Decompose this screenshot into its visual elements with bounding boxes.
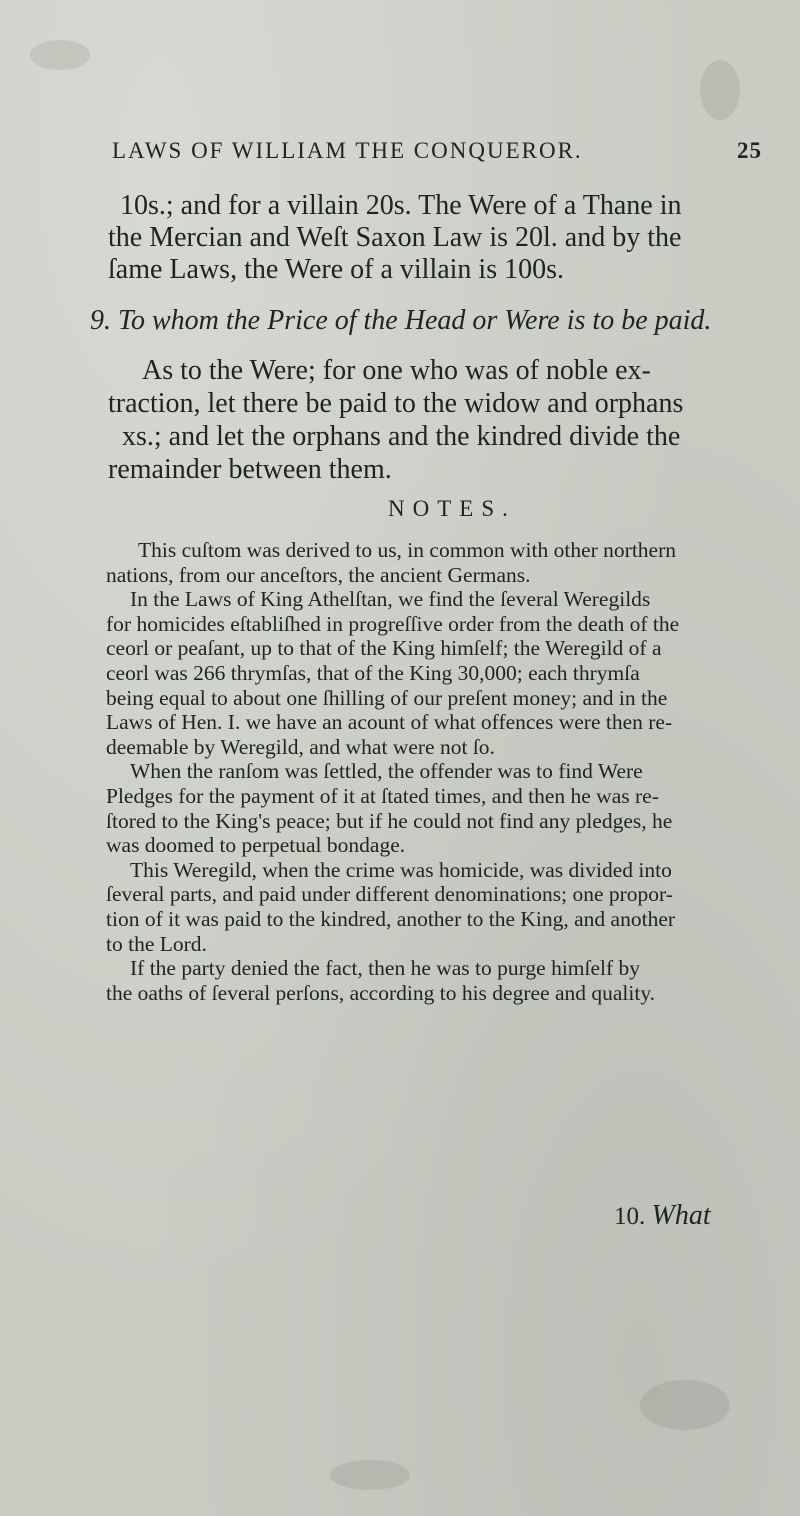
note-line: to the Lord. — [106, 931, 207, 956]
section-paragraph — [0, 354, 800, 486]
note-line: This cuſtom was derived to us, in common with other northern — [138, 538, 677, 562]
paper-stain — [700, 60, 740, 120]
opening-paragraph — [0, 190, 800, 286]
catchword-number: 10. — [614, 1203, 646, 1230]
note-line: deemable by Weregild, and what were not ſo. — [106, 734, 495, 759]
note-line: for homicides eſtabliſhed in progreſſive order from the death of the — [106, 611, 680, 636]
page-number: 25 — [737, 138, 762, 163]
text-line: ſame Laws, the Were of a villain is 100s. — [108, 254, 564, 285]
note-line: ceorl or peaſant, up to that of the King himſelf; the Weregild of a — [106, 636, 662, 661]
paper-stain — [30, 40, 90, 70]
note-line: In the Laws of King Athelſtan, we find the ſeveral Weregilds — [130, 587, 651, 612]
catchword-word: What — [651, 1200, 711, 1231]
section-heading: 9. To whom the Price of the Head or Were is to be paid. — [90, 305, 712, 336]
note-line: ſeveral parts, and paid under different denominations; one propor- — [106, 882, 673, 907]
note-line: nations, from our anceſtors, the ancient Germans. — [106, 562, 531, 587]
note-line: If the party denied the fact, then he was to purge himſelf by — [130, 956, 641, 981]
text-line: As to the Were; for one who was of noble ex- — [142, 355, 651, 386]
text-line: 10s.; and for a villain 20s. The Were of a Thane in — [120, 190, 682, 221]
catchword — [614, 1200, 711, 1232]
note-line: was doomed to perpetual bondage. — [106, 833, 406, 858]
note-line: tion of it was paid to the kindred, another to the King, and another — [106, 906, 676, 931]
note-line: being equal to about one ſhilling of our preſent money; and in the — [106, 685, 668, 710]
running-head-title: LAWS OF WILLIAM THE CONQUEROR. — [112, 138, 583, 163]
text-line: remainder between them. — [108, 454, 392, 485]
running-head — [112, 138, 762, 164]
notes-heading: NOTES. — [388, 496, 516, 521]
note-line: ceorl was 266 thrymſas, that of the King 30,000; each thrymſa — [106, 660, 640, 685]
note-line: When the ranſom was ſettled, the offender was to find Were — [130, 759, 643, 784]
paper-stain — [330, 1460, 410, 1490]
text-line: traction, let there be paid to the widow and orphans — [108, 388, 684, 419]
text-line: the Mercian and Weſt Saxon Law is 20l. and by the — [108, 222, 682, 253]
paper-stain — [640, 1380, 730, 1430]
note-line: ſtored to the King's peace; but if he could not find any pledges, he — [106, 808, 673, 833]
note-line: the oaths of ſeveral perſons, according to his degree and quality. — [106, 980, 656, 1005]
note-line: Laws of Hen. I. we have an acount of what offences were then re- — [106, 710, 673, 735]
note-line: Pledges for the payment of it at ſtated times, and then he was re- — [106, 783, 659, 808]
note-line: This Weregild, when the crime was homicide, was divided into — [130, 857, 672, 882]
text-line: xs.; and let the orphans and the kindred divide the — [122, 421, 681, 452]
notes-body — [0, 538, 800, 1005]
